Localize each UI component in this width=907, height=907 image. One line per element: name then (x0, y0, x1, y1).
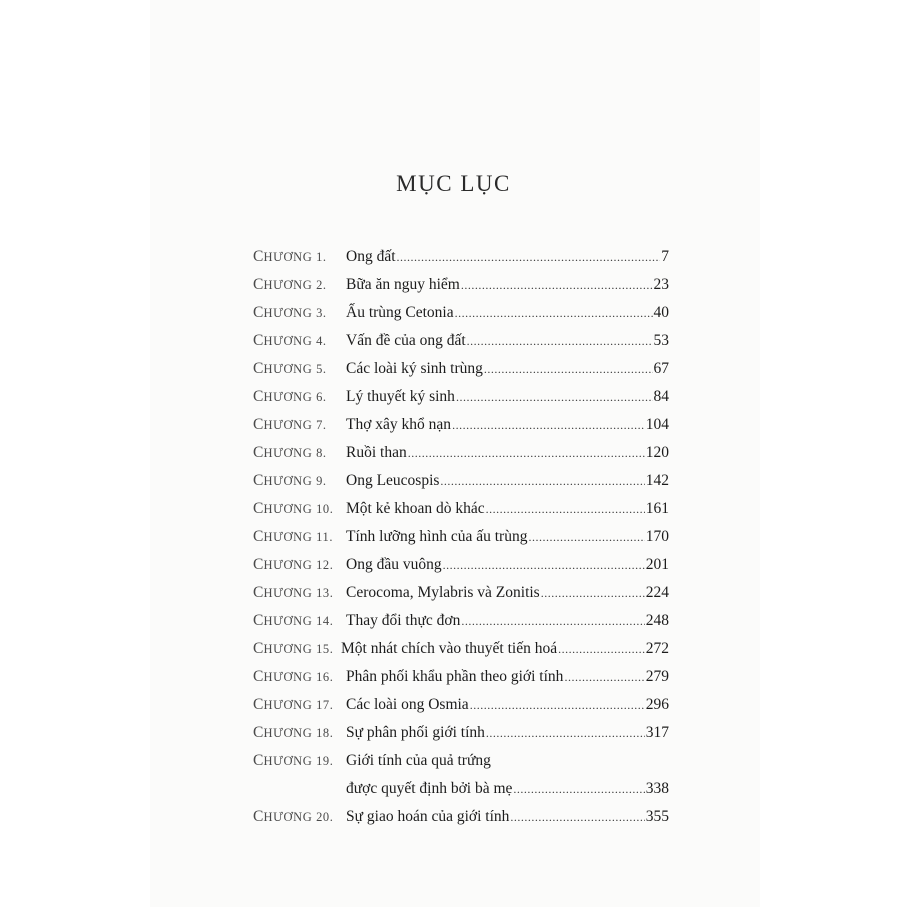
leader-dots (467, 330, 653, 352)
leader-dots (470, 694, 645, 716)
toc-entry (253, 302, 669, 330)
chapter-title: Ong Leucospis (346, 472, 440, 489)
leader-dots (510, 806, 644, 828)
page-number: 355 (645, 808, 669, 825)
leader-dots (397, 246, 661, 268)
chapter-title: Sự giao hoán của giới tính (346, 808, 510, 825)
toc-entry (253, 470, 669, 498)
toc-entry (253, 694, 669, 722)
chapter-number: CHƯƠNG 3. (253, 304, 327, 321)
page-number: 170 (645, 528, 669, 545)
leader-dots (513, 778, 644, 800)
chapter-number: CHƯƠNG 11. (253, 528, 334, 545)
page-number: 53 (653, 332, 669, 349)
toc-entry (253, 442, 669, 470)
chapter-title: Cerocoma, Mylabris và Zonitis (346, 584, 540, 601)
leader-dots (408, 442, 645, 464)
chapter-title: Tính lưỡng hình của ấu trùng (346, 528, 528, 545)
chapter-number: CHƯƠNG 15. (253, 640, 334, 657)
table-of-contents (253, 246, 669, 834)
chapter-number: CHƯƠNG 8. (253, 444, 327, 461)
page-number: 104 (645, 416, 669, 433)
chapter-number: CHƯƠNG 1. (253, 248, 327, 265)
toc-entry (253, 526, 669, 554)
leader-dots (440, 470, 644, 492)
chapter-number: CHƯƠNG 18. (253, 724, 334, 741)
toc-entry (253, 386, 669, 414)
chapter-number: CHƯƠNG 10. (253, 500, 334, 517)
chapter-title: Thợ xây khổ nạn (346, 416, 452, 433)
toc-entry (253, 750, 669, 778)
page-number: 23 (653, 276, 669, 293)
leader-dots (461, 274, 653, 296)
leader-dots (564, 666, 644, 688)
page-number: 7 (661, 248, 669, 265)
leader-dots (461, 610, 644, 632)
chapter-number: CHƯƠNG 17. (253, 696, 334, 713)
toc-entry-continuation (253, 778, 669, 806)
toc-entry (253, 638, 669, 666)
chapter-title: Một kẻ khoan dò khác (346, 500, 485, 517)
chapter-number: CHƯƠNG 7. (253, 416, 327, 433)
page-number: 67 (653, 360, 669, 377)
chapter-number: CHƯƠNG 14. (253, 612, 334, 629)
chapter-number: CHƯƠNG 13. (253, 584, 334, 601)
page-number: 279 (645, 668, 669, 685)
chapter-title: được quyết định bởi bà mẹ (346, 780, 513, 797)
page-number: 338 (645, 780, 669, 797)
toc-entry (253, 666, 669, 694)
page-number: 120 (645, 444, 669, 461)
chapter-number: CHƯƠNG 12. (253, 556, 334, 573)
leader-dots (484, 358, 653, 380)
chapter-title: Một nhát chích vào thuyết tiến hoá (341, 640, 558, 657)
leader-dots (541, 582, 645, 604)
chapter-number: CHƯƠNG 20. (253, 808, 334, 825)
page-number: 317 (645, 724, 669, 741)
leader-dots (486, 498, 645, 520)
chapter-title: Bữa ăn nguy hiểm (346, 276, 460, 293)
toc-entry (253, 722, 669, 750)
page-number: 296 (645, 696, 669, 713)
leader-dots (443, 554, 645, 576)
toc-entry (253, 246, 669, 274)
toc-entry (253, 274, 669, 302)
chapter-title: Ong đất (346, 248, 396, 265)
page-number: 201 (645, 556, 669, 573)
page-number: 142 (645, 472, 669, 489)
leader-dots (452, 414, 645, 436)
chapter-title: Ấu trùng Cetonia (346, 304, 454, 321)
page-number: 248 (645, 612, 669, 629)
page-number: 224 (645, 584, 669, 601)
chapter-title: Sự phân phối giới tính (346, 724, 485, 741)
chapter-number: CHƯƠNG 19. (253, 752, 334, 769)
page-number: 84 (653, 388, 669, 405)
chapter-title: Phân phối khẩu phần theo giới tính (346, 668, 564, 685)
chapter-number: CHƯƠNG 6. (253, 388, 327, 405)
chapter-title: Ong đầu vuông (346, 556, 442, 573)
toc-entry (253, 554, 669, 582)
chapter-title: Thay đổi thực đơn (346, 612, 461, 629)
chapter-title: Ruồi than (346, 444, 407, 461)
leader-dots (455, 302, 653, 324)
chapter-number: CHƯƠNG 4. (253, 332, 327, 349)
toc-entry (253, 610, 669, 638)
chapter-title: Vấn đề của ong đất (346, 332, 466, 349)
leader-dots (486, 722, 645, 744)
chapter-number: CHƯƠNG 2. (253, 276, 327, 293)
toc-entry (253, 358, 669, 386)
chapter-number: CHƯƠNG 9. (253, 472, 327, 489)
toc-entry (253, 582, 669, 610)
chapter-number: CHƯƠNG 16. (253, 668, 334, 685)
toc-entry (253, 330, 669, 358)
page-number: 40 (653, 304, 669, 321)
page-number: 272 (645, 640, 669, 657)
chapter-number: CHƯƠNG 5. (253, 360, 327, 377)
toc-entry (253, 414, 669, 442)
toc-entry (253, 498, 669, 526)
leader-dots (456, 386, 653, 408)
page-number: 161 (645, 500, 669, 517)
toc-entry (253, 806, 669, 834)
page-title: MỤC LỤC (396, 171, 511, 196)
chapter-title: Các loài ký sinh trùng (346, 360, 483, 377)
leader-dots (558, 638, 645, 660)
leader-dots (528, 526, 644, 548)
chapter-title: Lý thuyết ký sinh (346, 388, 455, 405)
chapter-title: Giới tính của quả trứng (346, 752, 491, 769)
chapter-title: Các loài ong Osmia (346, 696, 469, 713)
